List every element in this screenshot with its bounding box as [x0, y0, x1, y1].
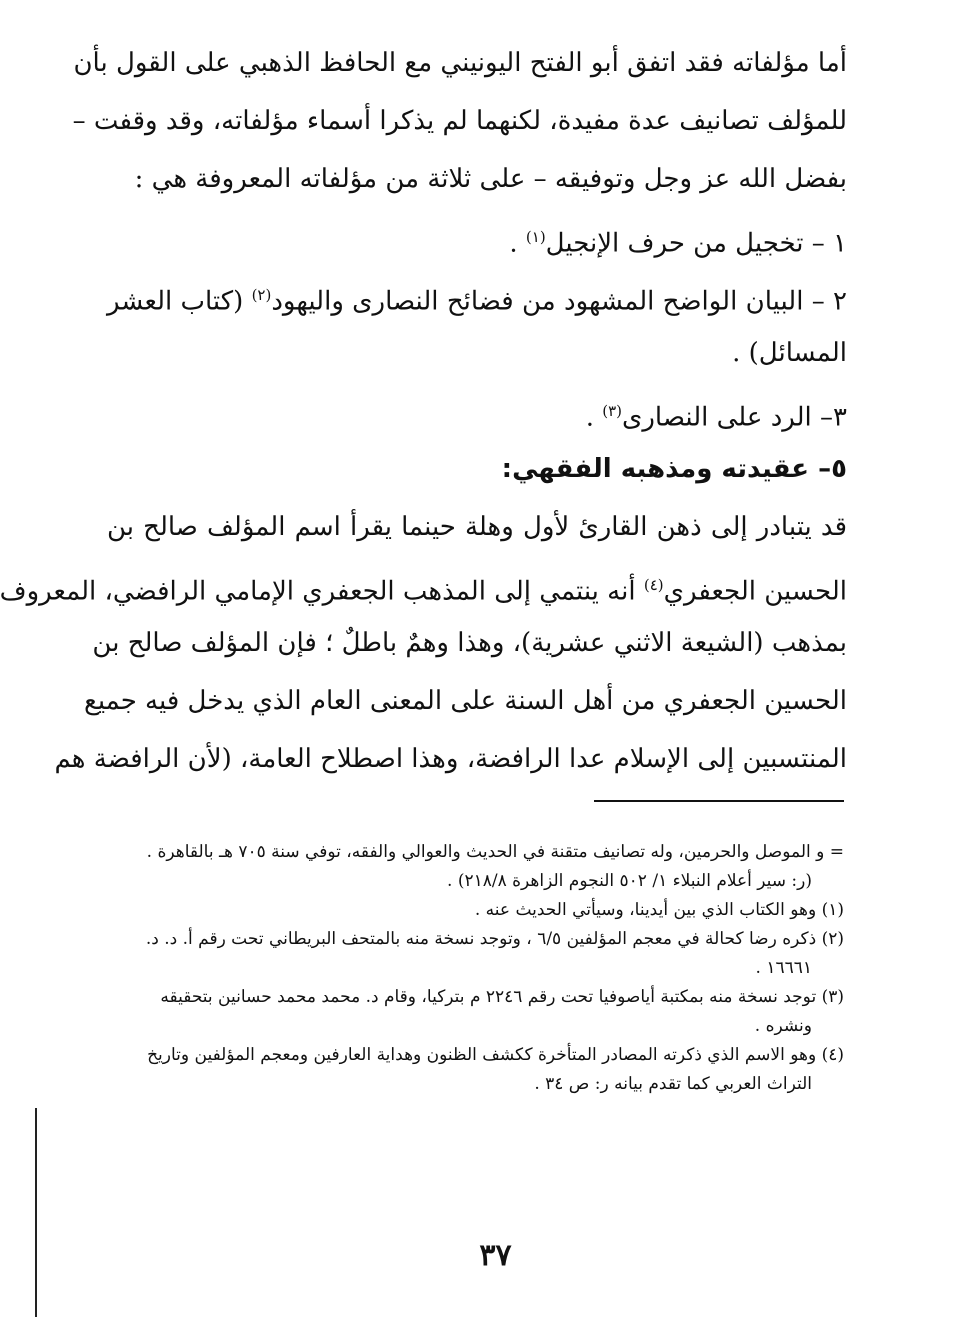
- list-item-2-continuation: المسائل) .: [732, 338, 847, 368]
- footnote-1: (١) وهو الكتاب الذي بين أيدينا، وسيأتي الحديث عنه .: [474, 900, 844, 920]
- footnote-ref-4: (٤): [643, 576, 664, 594]
- paragraph-2-line-4: الحسين الجعفري من أهل السنة على المعنى العام الذي يدخل فيه جميع: [84, 686, 847, 716]
- footnotes: [104, 838, 844, 1099]
- page-number: ٣٧: [479, 1238, 512, 1273]
- footnote-separator: [594, 800, 844, 802]
- scan-edge-line: [35, 1108, 37, 1317]
- list-item-1-end: .: [509, 228, 526, 259]
- footnote-ref-3: (٣): [602, 402, 622, 420]
- footnote-3-line-1: (٣) توجد نسخة منه بمكتبة أياصوفيا تحت رقم ٢٢٤٦ م بتركيا، وقام د. محمد محمد حسانين بتحقيقه: [160, 987, 844, 1007]
- main-text: [0, 34, 847, 788]
- list-item-1: [107, 208, 847, 266]
- list-item-2-tail: (كتاب العشر: [107, 286, 252, 317]
- footnote-4-line-1: (٤) وهو الاسم الذي ذكرته المصادر المتأخرة ككشف الظنون وهداية العارفين ومعجم المؤلفين وتاريخ: [147, 1045, 844, 1065]
- footnote-continued-line-1: = و الموصل والحرمين، وله تصانيف متقنة في الحديث والعوالي والفقه، توفي سنة ٧٠٥ هـ بالقاهرة .: [146, 842, 844, 862]
- list-item-3-text: ٣– الرد على النصارى: [622, 402, 847, 433]
- list-item-3: [107, 382, 847, 440]
- paragraph-2-line-2: [0, 556, 847, 614]
- paragraph-1-line-1: أما مؤلفاته فقد اتفق أبو الفتح اليونيني مع الحافظ الذهبي على القول بأن: [73, 48, 847, 78]
- footnote-4-line-2: التراث العربي كما تقدم بيانه ر: ص ٣٤ .: [534, 1074, 812, 1094]
- footnote-3-line-2: ونشره .: [754, 1016, 812, 1036]
- paragraph-2-line-2-start: الحسين الجعفري: [663, 576, 847, 607]
- list-item-3-end: .: [585, 402, 603, 433]
- footnote-2-line-2: ١٦٦٦١ .: [755, 958, 812, 978]
- paragraph-2-line-2-end: أنه ينتمي إلى المذهب الجعفري الإمامي الرافضي، المعروف: [0, 576, 644, 607]
- paragraph-1-line-2: للمؤلف تصانيف عدة مفيدة، لكنهما لم يذكرا أسماء مؤلفاته، وقد وقفت –: [72, 106, 847, 136]
- list-item-2: [107, 266, 847, 324]
- list-item-2-text: ٢ – البيان الواضح المشهود من فضائح النصارى واليهود: [271, 286, 847, 317]
- footnote-2-line-1: (٢) ذكره رضا كحالة في معجم المؤلفين ٦/٥ ، وتوجد نسخة منه بالمتحف البريطاني تحت رقم أ. د. د.: [145, 929, 844, 949]
- section-heading: ٥– عقيدته ومذهبه الفقهي:: [501, 454, 847, 484]
- paragraph-2-line-1: قد يتبادر إلى ذهن القارئ لأول وهلة حينما يقرأ اسم المؤلف صالح بن: [107, 512, 847, 542]
- footnote-ref-2: (٢): [251, 286, 272, 304]
- paragraph-1-line-3: بفضل الله عز وجل وتوفيقه – على ثلاثة من مؤلفاته المعروفة هي :: [134, 164, 847, 194]
- paragraph-2-line-3: بمذهب (الشيعة الاثني عشرية)، وهذا وهمٌ باطلٌ ؛ فإن المؤلف صالح بن: [92, 628, 847, 658]
- paragraph-2-line-5: المنتسبين إلى الإسلام عدا الرافضة، وهذا اصطلاح العامة، (لأن الرافضة هم: [54, 744, 847, 774]
- footnote-ref-1: (١): [525, 228, 546, 246]
- footnote-continued-line-2: (ر: سير أعلام النبلاء ١/ ٥٠٢ النجوم الزاهرة ٢١٨/٨) .: [447, 871, 812, 891]
- list-item-1-text: ١ – تخجيل من حرف الإنجيل: [545, 228, 847, 259]
